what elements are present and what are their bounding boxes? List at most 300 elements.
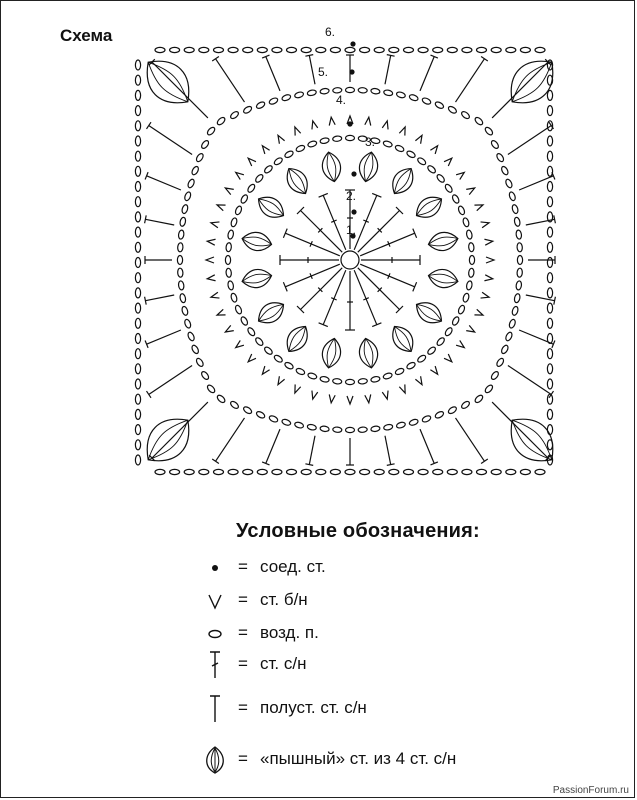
spoke-stitch — [301, 268, 343, 310]
chain-stitch — [346, 87, 355, 92]
legend-equals: = — [238, 557, 248, 576]
chain-stitch — [374, 469, 384, 474]
chain-stitch — [547, 379, 552, 389]
chain-stitch — [255, 101, 265, 110]
chain-stitch — [320, 426, 330, 432]
slip-stitch — [349, 69, 354, 74]
center-ring — [341, 251, 359, 269]
chain-stitch — [360, 47, 370, 52]
chain-stitch — [301, 469, 311, 474]
chain-stitch — [346, 135, 355, 140]
chain-stitch — [433, 47, 443, 52]
chain-stitch — [230, 293, 238, 303]
chain-stitch — [547, 303, 552, 313]
chain-stitch — [462, 217, 470, 227]
round-label-6: 6. — [325, 25, 336, 39]
chain-stitch — [484, 126, 494, 136]
chain-stitch — [547, 258, 552, 268]
border-stitch — [420, 57, 434, 91]
chain-stitch — [436, 173, 446, 183]
chain-stitch — [332, 378, 341, 384]
chain-stitch — [406, 361, 416, 370]
single-crochet-stitch — [216, 202, 226, 211]
chain-stitch — [206, 126, 216, 136]
chain-stitch — [468, 242, 474, 251]
watermark: PassionForum.ru — [552, 785, 629, 796]
single-crochet-stitch — [206, 257, 214, 263]
chain-stitch — [500, 165, 509, 175]
chain-stitch — [447, 406, 457, 415]
chain-stitch — [418, 47, 428, 52]
spoke-stitch — [323, 270, 346, 325]
chain-stitch — [462, 469, 472, 474]
puff-stitch — [281, 322, 313, 357]
chain-stitch — [254, 337, 264, 347]
chain-stitch — [516, 230, 522, 240]
single-crochet-stitch — [474, 202, 484, 211]
chain-stitch — [225, 256, 230, 265]
chain-stitch — [447, 469, 457, 474]
spoke-stitch — [354, 270, 377, 325]
spoke-stitch — [301, 211, 343, 253]
chain-stitch — [506, 47, 516, 52]
single-crochet-stitch — [481, 220, 490, 228]
chain-stitch — [505, 178, 514, 188]
border-stitch — [456, 418, 485, 461]
puff-stitch — [427, 267, 460, 291]
border-stitch-top — [481, 57, 488, 62]
chain-stitch — [433, 469, 443, 474]
chain-stitch — [199, 47, 209, 52]
border-stitch — [216, 418, 245, 461]
chain-stitch — [332, 136, 341, 142]
chain-stitch — [226, 268, 232, 277]
chain-stitch — [214, 47, 224, 52]
chain-stitch — [135, 106, 140, 116]
chain-stitch — [263, 164, 273, 174]
single-crochet-stitch — [415, 134, 424, 144]
chain-stitch — [547, 425, 552, 435]
slip-stitch-icon — [200, 553, 230, 583]
single-crochet-stitch — [260, 144, 270, 154]
legend-equals: = — [238, 623, 248, 642]
chain-stitch — [547, 166, 552, 176]
chain-stitch — [255, 410, 265, 419]
chain-stitch — [444, 327, 453, 337]
chain-stitch — [268, 97, 278, 106]
single-crochet-stitch — [399, 126, 408, 136]
chain-stitch — [135, 136, 140, 146]
chain-stitch — [506, 469, 516, 474]
single-crochet-stitch — [210, 220, 219, 228]
chain-stitch — [394, 367, 404, 375]
chain-stitch — [295, 367, 305, 375]
chain-stitch — [330, 469, 340, 474]
chain-stitch — [228, 469, 238, 474]
chain-stitch — [396, 91, 406, 99]
corner-puff-stitch — [135, 407, 200, 472]
single-crochet-stitch — [310, 120, 318, 129]
chain-stitch — [547, 334, 552, 344]
single-crochet-stitch — [207, 238, 216, 245]
chain-stitch — [227, 230, 234, 240]
chain-stitch — [284, 150, 294, 159]
chain-stitch — [371, 88, 381, 94]
chain-stitch — [228, 47, 238, 52]
chain-stitch — [418, 469, 428, 474]
border-stitch — [492, 62, 548, 118]
chain-stitch — [135, 303, 140, 313]
chain-stitch — [254, 173, 264, 183]
single-crochet-icon — [200, 586, 230, 616]
puff-stitch-icon — [200, 745, 230, 775]
chain-stitch — [307, 372, 317, 380]
chain-stitch — [187, 178, 196, 188]
spoke-stitch — [285, 233, 340, 256]
chain-stitch — [346, 379, 355, 384]
chain-stitch — [547, 318, 552, 328]
chain-stitch — [514, 217, 521, 227]
chain-stitch-icon — [200, 619, 230, 649]
chain-stitch — [511, 204, 519, 214]
spoke-stitch — [323, 195, 346, 250]
spoke-stitch — [285, 264, 340, 287]
chain-stitch — [547, 90, 552, 100]
chain-stitch — [155, 47, 165, 52]
chain-stitch — [484, 384, 494, 394]
chain-stitch — [547, 409, 552, 419]
round-label-1: 1. — [346, 223, 357, 237]
puff-stitch — [357, 337, 381, 370]
chain-stitch — [466, 230, 473, 240]
chain-stitch — [301, 47, 311, 52]
puff-stitch — [240, 267, 273, 291]
spoke-stitch — [360, 233, 415, 256]
puff-stitch — [320, 337, 344, 370]
double-crochet-icon — [200, 650, 230, 680]
chain-stitch — [358, 87, 367, 93]
chain-stitch — [477, 47, 487, 52]
puff-stitch — [387, 164, 419, 199]
chain-stitch — [135, 121, 140, 131]
border-stitch — [508, 366, 551, 395]
chain-stitch — [360, 469, 370, 474]
chain-stitch — [135, 227, 140, 237]
border-stitch — [149, 126, 192, 155]
border-stitch — [309, 436, 315, 465]
chain-stitch — [547, 349, 552, 359]
chain-stitch — [307, 140, 317, 148]
chain-stitch — [135, 379, 140, 389]
border-stitch — [266, 429, 280, 463]
chain-stitch — [234, 304, 242, 314]
single-crochet-stitch — [474, 309, 484, 318]
chain-stitch — [184, 47, 194, 52]
puff-stitch — [254, 191, 289, 223]
chain-stitch — [490, 370, 500, 380]
puff-stitch — [412, 191, 447, 223]
chain-stitch — [135, 364, 140, 374]
chain-stitch — [135, 197, 140, 207]
chain-stitch — [227, 280, 234, 290]
crochet-chart — [120, 20, 580, 490]
chain-stitch — [547, 197, 552, 207]
single-crochet-stitch — [456, 170, 466, 180]
chain-stitch — [345, 469, 355, 474]
chain-stitch — [229, 400, 239, 410]
border-stitch-top — [145, 215, 147, 223]
chain-stitch — [316, 469, 326, 474]
chain-stitch — [330, 47, 340, 52]
chain-stitch — [135, 318, 140, 328]
border-stitch-top — [554, 297, 556, 305]
border-stitch-top — [387, 464, 395, 466]
border-stitch-top — [147, 391, 152, 398]
chain-stitch — [460, 110, 470, 120]
puff-stitch — [254, 297, 289, 329]
border-stitch — [266, 57, 280, 91]
chain-stitch — [462, 47, 472, 52]
chain-stitch — [320, 376, 330, 383]
chain-stitch — [263, 346, 273, 356]
chain-stitch — [547, 182, 552, 192]
chain-stitch — [345, 47, 355, 52]
spoke-stitch — [354, 195, 377, 250]
chain-stitch — [451, 194, 460, 204]
chain-stitch — [135, 349, 140, 359]
chain-stitch — [320, 88, 330, 94]
single-crochet-stitch — [210, 292, 219, 300]
chain-stitch — [268, 415, 278, 424]
chain-stitch — [520, 47, 530, 52]
chain-stitch — [383, 424, 393, 431]
chain-stitch — [200, 139, 210, 149]
chain-stitch — [230, 217, 238, 227]
chain-stitch — [451, 316, 460, 326]
chain-stitch — [272, 469, 282, 474]
chain-stitch — [307, 89, 317, 96]
chain-stitch — [496, 152, 505, 162]
chain-stitch — [427, 164, 437, 174]
diagram-title: Схема — [60, 26, 113, 45]
chain-stitch — [490, 139, 500, 149]
single-crochet-stitch — [456, 340, 466, 350]
chain-stitch — [514, 293, 521, 303]
spoke-stitch — [360, 264, 415, 287]
chain-stitch — [547, 151, 552, 161]
legend-text-chain: возд. п. — [260, 623, 319, 642]
chain-stitch — [187, 331, 196, 341]
chain-stitch — [294, 91, 304, 99]
border-stitch-top — [212, 459, 219, 464]
single-crochet-stitch — [292, 126, 301, 136]
chain-stitch — [496, 357, 505, 367]
chain-stitch — [200, 370, 210, 380]
border-stitch — [385, 55, 391, 84]
chain-stitch — [383, 372, 393, 380]
chain-stitch — [243, 469, 253, 474]
border-stitch-top — [147, 122, 152, 129]
legend-text-single-crochet: ст. б/н — [260, 590, 308, 609]
single-crochet-stitch — [260, 366, 270, 376]
chain-stitch — [358, 427, 367, 433]
chain-stitch — [135, 75, 140, 85]
slip-stitch — [351, 209, 356, 214]
chain-stitch — [135, 288, 140, 298]
chain-stitch — [491, 469, 501, 474]
single-crochet-stitch — [224, 185, 234, 194]
legend-title: Условные обозначения: — [236, 520, 480, 542]
border-stitch — [145, 219, 174, 225]
chain-stitch — [284, 361, 294, 370]
border-stitch — [456, 59, 485, 102]
chain-stitch — [447, 47, 457, 52]
chain-stitch — [247, 327, 256, 337]
border-stitch — [508, 126, 551, 155]
spoke-stitch — [358, 268, 400, 310]
chain-stitch — [389, 47, 399, 52]
puff-stitch — [412, 297, 447, 329]
chain-stitch — [273, 354, 283, 363]
chain-stitch — [389, 469, 399, 474]
border-stitch — [216, 59, 245, 102]
chain-stitch — [135, 455, 140, 465]
chain-stitch — [135, 440, 140, 450]
border-stitch-top — [145, 297, 147, 305]
chain-stitch — [358, 378, 367, 384]
chain-stitch — [374, 47, 384, 52]
chain-stitch — [469, 256, 474, 265]
round-label-2: 2. — [346, 189, 357, 203]
chain-stitch — [444, 183, 453, 193]
chain-stitch — [508, 319, 516, 329]
chain-stitch — [474, 116, 484, 126]
single-crochet-stitch — [444, 354, 454, 364]
chain-stitch — [516, 281, 522, 291]
single-crochet-stitch — [328, 117, 335, 126]
chain-stitch — [383, 140, 393, 148]
border-stitch-top — [305, 464, 313, 466]
chain-stitch — [178, 281, 184, 291]
chain-stitch — [346, 427, 355, 432]
chain-stitch — [170, 469, 180, 474]
chain-stitch — [421, 97, 431, 106]
single-crochet-stitch — [275, 134, 284, 144]
chain-stitch — [191, 344, 200, 354]
single-crochet-stitch — [484, 238, 493, 245]
chain-stitch — [135, 258, 140, 268]
puff-stitch — [240, 230, 273, 254]
single-crochet-stitch — [328, 394, 335, 403]
single-crochet-stitch — [275, 376, 284, 386]
spoke-stitch — [358, 211, 400, 253]
round-label-4: 4. — [336, 93, 347, 107]
single-crochet-stitch — [466, 325, 476, 334]
corner-puff-stitch — [135, 49, 200, 114]
single-crochet-stitch — [246, 354, 256, 364]
chain-stitch — [177, 256, 182, 265]
chain-stitch — [155, 469, 165, 474]
chain-stitch — [177, 268, 183, 277]
border-stitch-top — [481, 459, 488, 464]
chain-stitch — [135, 242, 140, 252]
chain-stitch — [547, 227, 552, 237]
puff-stitch — [427, 230, 460, 254]
border-stitch-top — [554, 215, 556, 223]
single-crochet-stitch — [365, 394, 372, 403]
chain-stitch — [179, 217, 186, 227]
border-stitch — [147, 176, 181, 190]
chain-stitch — [466, 280, 473, 290]
chain-stitch — [242, 105, 252, 114]
chain-stitch — [229, 110, 239, 120]
chain-stitch — [206, 384, 216, 394]
border-stitch-top — [387, 55, 395, 57]
border-stitch — [385, 436, 391, 465]
chain-stitch — [457, 205, 465, 215]
single-crochet-stitch — [481, 292, 490, 300]
chain-stitch — [135, 151, 140, 161]
single-crochet-stitch — [430, 144, 440, 154]
puff-stitch — [387, 322, 419, 357]
chain-stitch — [135, 394, 140, 404]
chain-stitch — [421, 415, 431, 424]
chain-stitch — [307, 424, 317, 431]
chain-stitch — [273, 157, 283, 166]
chain-stitch — [178, 230, 184, 240]
single-crochet-stitch — [234, 340, 244, 350]
chain-stitch — [135, 334, 140, 344]
single-crochet-stitch — [216, 309, 226, 318]
slip-stitch — [347, 121, 352, 126]
border-stitch-top — [305, 55, 313, 57]
single-crochet-stitch — [292, 384, 301, 394]
border-stitch — [420, 429, 434, 463]
chain-stitch — [226, 242, 232, 251]
chain-stitch — [181, 204, 189, 214]
chain-stitch — [135, 273, 140, 283]
chain-stitch — [179, 293, 186, 303]
chain-stitch — [316, 47, 326, 52]
single-crochet-stitch — [224, 325, 234, 334]
legend-equals: = — [238, 698, 248, 717]
legend-equals: = — [238, 654, 248, 673]
single-crochet-stitch — [486, 257, 494, 263]
round-label-3: 3. — [365, 135, 376, 149]
chain-stitch — [135, 425, 140, 435]
chain-stitch — [520, 469, 530, 474]
chain-stitch — [257, 47, 267, 52]
chain-stitch — [333, 427, 342, 433]
chain-stitch — [287, 47, 297, 52]
chain-stitch — [547, 106, 552, 116]
corner-puff-stitch — [499, 49, 564, 114]
chain-stitch — [320, 137, 330, 144]
chain-stitch — [272, 47, 282, 52]
chain-stitch — [191, 165, 200, 175]
chain-stitch — [547, 242, 552, 252]
chain-stitch — [462, 293, 470, 303]
chain-stitch — [460, 400, 470, 410]
puff-stitch — [357, 150, 381, 183]
puff-stitch — [320, 150, 344, 183]
slip-stitch — [350, 41, 355, 46]
single-crochet-stitch — [234, 170, 244, 180]
legend-text-slip-stitch: соед. ст. — [260, 557, 326, 576]
border-stitch — [309, 55, 315, 84]
chain-stitch — [234, 205, 242, 215]
corner-puff-stitch — [499, 407, 564, 472]
